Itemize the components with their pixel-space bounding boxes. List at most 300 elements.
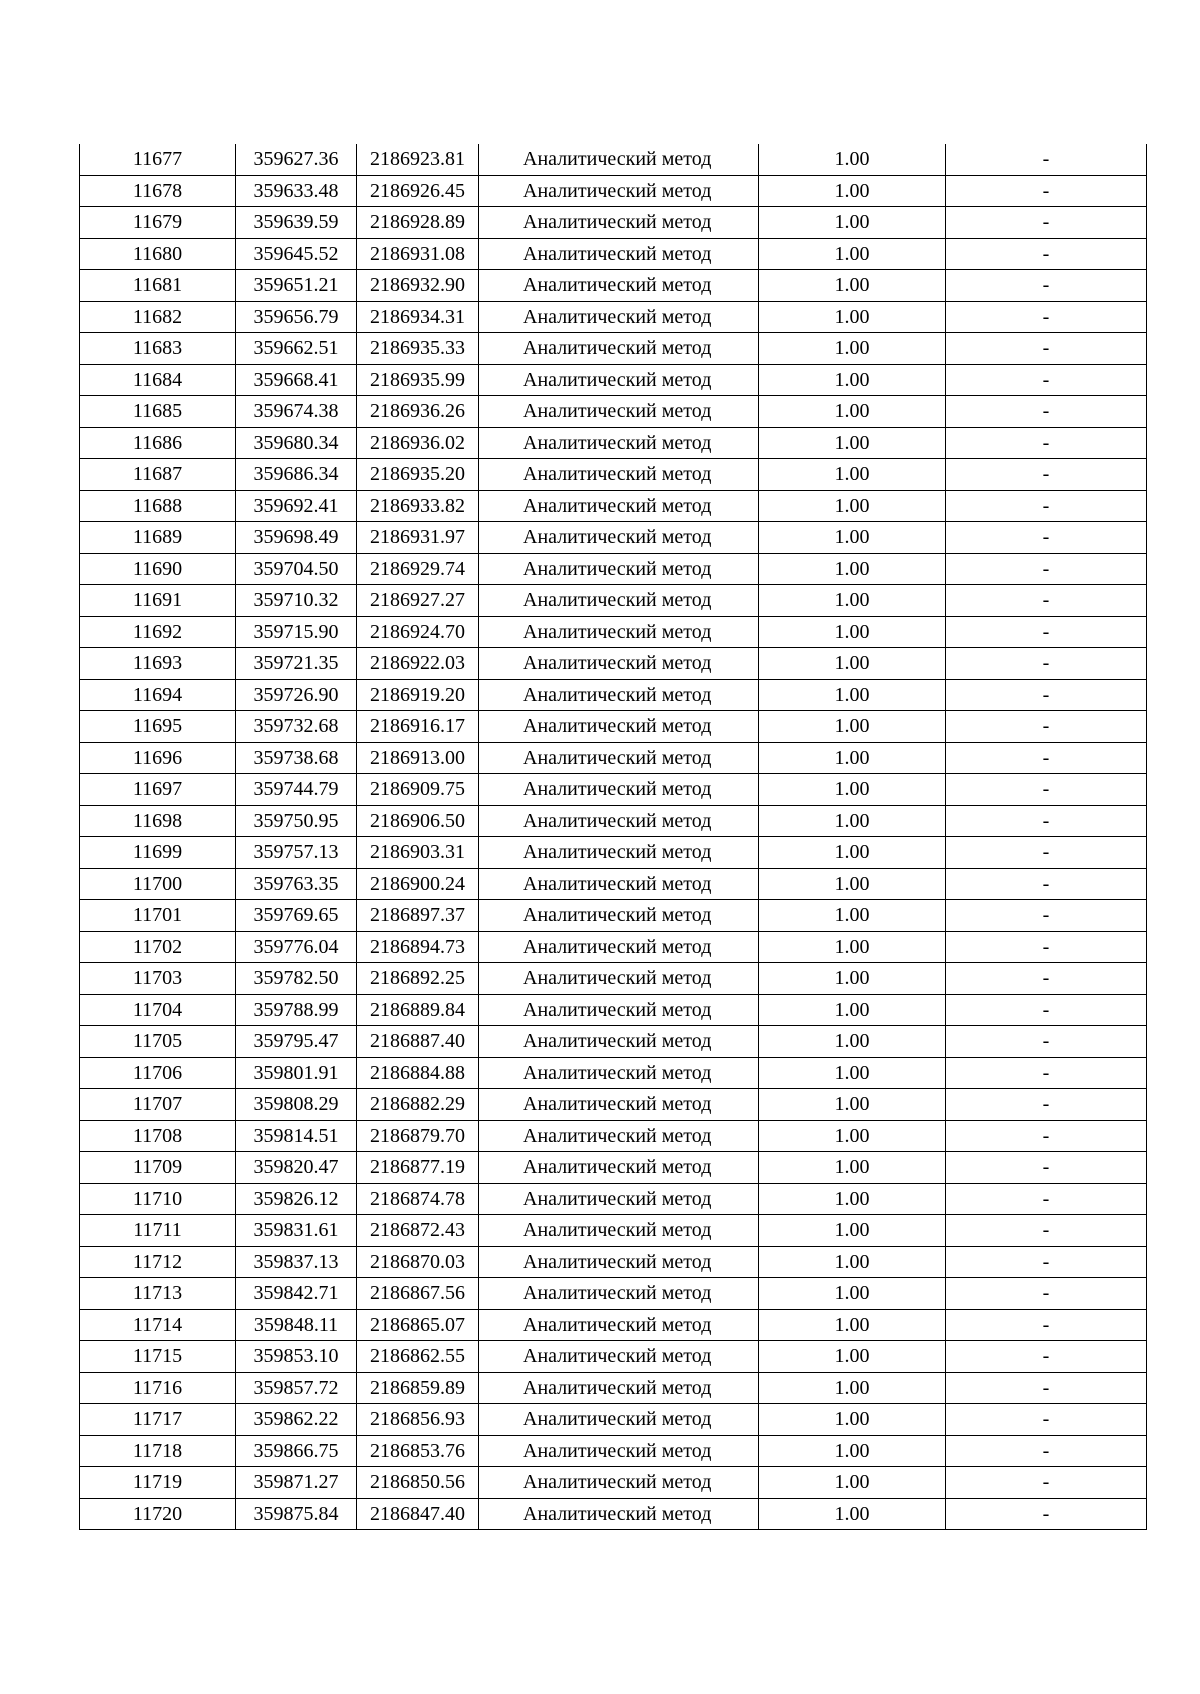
method-cell: Аналитический метод [479, 459, 759, 491]
description-cell: - [946, 1089, 1147, 1121]
x-coordinate-cell: 359627.36 [236, 144, 357, 175]
y-coordinate-cell: 2186879.70 [357, 1120, 479, 1152]
accuracy-cell: 1.00 [759, 774, 946, 806]
y-coordinate-cell: 2186929.74 [357, 553, 479, 585]
method-cell: Аналитический метод [479, 301, 759, 333]
method-cell: Аналитический метод [479, 1152, 759, 1184]
method-cell: Аналитический метод [479, 396, 759, 428]
method-cell: Аналитический метод [479, 207, 759, 239]
description-cell: - [946, 175, 1147, 207]
x-coordinate-cell: 359668.41 [236, 364, 357, 396]
method-cell: Аналитический метод [479, 1183, 759, 1215]
method-cell: Аналитический метод [479, 1372, 759, 1404]
point-number-cell: 11704 [80, 994, 236, 1026]
point-number-cell: 11715 [80, 1341, 236, 1373]
description-cell: - [946, 1026, 1147, 1058]
x-coordinate-cell: 359738.68 [236, 742, 357, 774]
method-cell: Аналитический метод [479, 616, 759, 648]
method-cell: Аналитический метод [479, 175, 759, 207]
table-row [80, 1278, 1147, 1310]
accuracy-cell: 1.00 [759, 427, 946, 459]
description-cell: - [946, 1278, 1147, 1310]
table-row [80, 1152, 1147, 1184]
method-cell: Аналитический метод [479, 1089, 759, 1121]
accuracy-cell: 1.00 [759, 1435, 946, 1467]
description-cell: - [946, 1183, 1147, 1215]
accuracy-cell: 1.00 [759, 1152, 946, 1184]
y-coordinate-cell: 2186865.07 [357, 1309, 479, 1341]
y-coordinate-cell: 2186856.93 [357, 1404, 479, 1436]
y-coordinate-cell: 2186932.90 [357, 270, 479, 302]
description-cell: - [946, 805, 1147, 837]
x-coordinate-cell: 359645.52 [236, 238, 357, 270]
x-coordinate-cell: 359866.75 [236, 1435, 357, 1467]
point-number-cell: 11718 [80, 1435, 236, 1467]
description-cell: - [946, 742, 1147, 774]
method-cell: Аналитический метод [479, 742, 759, 774]
description-cell: - [946, 1057, 1147, 1089]
x-coordinate-cell: 359704.50 [236, 553, 357, 585]
point-number-cell: 11698 [80, 805, 236, 837]
table-row [80, 616, 1147, 648]
method-cell: Аналитический метод [479, 270, 759, 302]
accuracy-cell: 1.00 [759, 868, 946, 900]
method-cell: Аналитический метод [479, 1057, 759, 1089]
y-coordinate-cell: 2186867.56 [357, 1278, 479, 1310]
description-cell: - [946, 490, 1147, 522]
accuracy-cell: 1.00 [759, 144, 946, 175]
accuracy-cell: 1.00 [759, 742, 946, 774]
x-coordinate-cell: 359744.79 [236, 774, 357, 806]
y-coordinate-cell: 2186900.24 [357, 868, 479, 900]
accuracy-cell: 1.00 [759, 270, 946, 302]
y-coordinate-cell: 2186919.20 [357, 679, 479, 711]
point-number-cell: 11700 [80, 868, 236, 900]
method-cell: Аналитический метод [479, 1404, 759, 1436]
accuracy-cell: 1.00 [759, 805, 946, 837]
y-coordinate-cell: 2186909.75 [357, 774, 479, 806]
point-number-cell: 11681 [80, 270, 236, 302]
description-cell: - [946, 1215, 1147, 1247]
description-cell: - [946, 396, 1147, 428]
point-number-cell: 11692 [80, 616, 236, 648]
y-coordinate-cell: 2186935.33 [357, 333, 479, 365]
description-cell: - [946, 522, 1147, 554]
description-cell: - [946, 931, 1147, 963]
x-coordinate-cell: 359862.22 [236, 1404, 357, 1436]
point-number-cell: 11693 [80, 648, 236, 680]
y-coordinate-cell: 2186882.29 [357, 1089, 479, 1121]
accuracy-cell: 1.00 [759, 648, 946, 680]
method-cell: Аналитический метод [479, 1246, 759, 1278]
method-cell: Аналитический метод [479, 1120, 759, 1152]
point-number-cell: 11708 [80, 1120, 236, 1152]
x-coordinate-cell: 359710.32 [236, 585, 357, 617]
table-row [80, 207, 1147, 239]
table-row [80, 1120, 1147, 1152]
description-cell: - [946, 1341, 1147, 1373]
y-coordinate-cell: 2186922.03 [357, 648, 479, 680]
description-cell: - [946, 1246, 1147, 1278]
table-row [80, 490, 1147, 522]
y-coordinate-cell: 2186927.27 [357, 585, 479, 617]
table-row [80, 553, 1147, 585]
x-coordinate-cell: 359837.13 [236, 1246, 357, 1278]
point-number-cell: 11690 [80, 553, 236, 585]
description-cell: - [946, 301, 1147, 333]
y-coordinate-cell: 2186933.82 [357, 490, 479, 522]
table-row [80, 585, 1147, 617]
point-number-cell: 11702 [80, 931, 236, 963]
accuracy-cell: 1.00 [759, 963, 946, 995]
accuracy-cell: 1.00 [759, 1498, 946, 1530]
table-row [80, 711, 1147, 743]
accuracy-cell: 1.00 [759, 1341, 946, 1373]
point-number-cell: 11705 [80, 1026, 236, 1058]
x-coordinate-cell: 359776.04 [236, 931, 357, 963]
table-row [80, 1341, 1147, 1373]
description-cell: - [946, 459, 1147, 491]
x-coordinate-cell: 359820.47 [236, 1152, 357, 1184]
x-coordinate-cell: 359750.95 [236, 805, 357, 837]
point-number-cell: 11699 [80, 837, 236, 869]
point-number-cell: 11687 [80, 459, 236, 491]
table-row [80, 364, 1147, 396]
point-number-cell: 11691 [80, 585, 236, 617]
description-cell: - [946, 238, 1147, 270]
x-coordinate-cell: 359662.51 [236, 333, 357, 365]
point-number-cell: 11697 [80, 774, 236, 806]
description-cell: - [946, 774, 1147, 806]
y-coordinate-cell: 2186935.20 [357, 459, 479, 491]
method-cell: Аналитический метод [479, 679, 759, 711]
y-coordinate-cell: 2186870.03 [357, 1246, 479, 1278]
x-coordinate-cell: 359721.35 [236, 648, 357, 680]
table-row [80, 270, 1147, 302]
description-cell: - [946, 1498, 1147, 1530]
table-row [80, 1435, 1147, 1467]
x-coordinate-cell: 359782.50 [236, 963, 357, 995]
y-coordinate-cell: 2186934.31 [357, 301, 479, 333]
x-coordinate-cell: 359633.48 [236, 175, 357, 207]
y-coordinate-cell: 2186906.50 [357, 805, 479, 837]
method-cell: Аналитический метод [479, 711, 759, 743]
table-row [80, 1089, 1147, 1121]
x-coordinate-cell: 359686.34 [236, 459, 357, 491]
description-cell: - [946, 207, 1147, 239]
accuracy-cell: 1.00 [759, 1246, 946, 1278]
description-cell: - [946, 1152, 1147, 1184]
accuracy-cell: 1.00 [759, 711, 946, 743]
method-cell: Аналитический метод [479, 805, 759, 837]
method-cell: Аналитический метод [479, 364, 759, 396]
point-number-cell: 11706 [80, 1057, 236, 1089]
point-number-cell: 11710 [80, 1183, 236, 1215]
method-cell: Аналитический метод [479, 963, 759, 995]
description-cell: - [946, 679, 1147, 711]
y-coordinate-cell: 2186913.00 [357, 742, 479, 774]
y-coordinate-cell: 2186936.26 [357, 396, 479, 428]
x-coordinate-cell: 359715.90 [236, 616, 357, 648]
table-row [80, 1467, 1147, 1499]
point-number-cell: 11696 [80, 742, 236, 774]
table-row [80, 963, 1147, 995]
accuracy-cell: 1.00 [759, 1026, 946, 1058]
description-cell: - [946, 900, 1147, 932]
method-cell: Аналитический метод [479, 490, 759, 522]
x-coordinate-cell: 359795.47 [236, 1026, 357, 1058]
table-row [80, 1404, 1147, 1436]
y-coordinate-cell: 2186936.02 [357, 427, 479, 459]
table-row [80, 144, 1147, 175]
description-cell: - [946, 868, 1147, 900]
accuracy-cell: 1.00 [759, 175, 946, 207]
table-row [80, 742, 1147, 774]
point-number-cell: 11703 [80, 963, 236, 995]
method-cell: Аналитический метод [479, 994, 759, 1026]
method-cell: Аналитический метод [479, 648, 759, 680]
point-number-cell: 11711 [80, 1215, 236, 1247]
point-number-cell: 11679 [80, 207, 236, 239]
point-number-cell: 11683 [80, 333, 236, 365]
accuracy-cell: 1.00 [759, 1120, 946, 1152]
point-number-cell: 11717 [80, 1404, 236, 1436]
accuracy-cell: 1.00 [759, 837, 946, 869]
y-coordinate-cell: 2186928.89 [357, 207, 479, 239]
x-coordinate-cell: 359842.71 [236, 1278, 357, 1310]
table-row [80, 994, 1147, 1026]
point-number-cell: 11712 [80, 1246, 236, 1278]
method-cell: Аналитический метод [479, 868, 759, 900]
x-coordinate-cell: 359656.79 [236, 301, 357, 333]
description-cell: - [946, 994, 1147, 1026]
method-cell: Аналитический метод [479, 1215, 759, 1247]
method-cell: Аналитический метод [479, 553, 759, 585]
y-coordinate-cell: 2186903.31 [357, 837, 479, 869]
description-cell: - [946, 1309, 1147, 1341]
x-coordinate-cell: 359763.35 [236, 868, 357, 900]
table-row [80, 301, 1147, 333]
point-number-cell: 11701 [80, 900, 236, 932]
x-coordinate-cell: 359831.61 [236, 1215, 357, 1247]
point-number-cell: 11686 [80, 427, 236, 459]
description-cell: - [946, 1467, 1147, 1499]
description-cell: - [946, 711, 1147, 743]
table-row [80, 837, 1147, 869]
description-cell: - [946, 1435, 1147, 1467]
x-coordinate-cell: 359875.84 [236, 1498, 357, 1530]
accuracy-cell: 1.00 [759, 396, 946, 428]
y-coordinate-cell: 2186884.88 [357, 1057, 479, 1089]
table-row [80, 648, 1147, 680]
accuracy-cell: 1.00 [759, 616, 946, 648]
table-row [80, 333, 1147, 365]
x-coordinate-cell: 359769.65 [236, 900, 357, 932]
x-coordinate-cell: 359857.72 [236, 1372, 357, 1404]
description-cell: - [946, 1404, 1147, 1436]
method-cell: Аналитический метод [479, 585, 759, 617]
x-coordinate-cell: 359788.99 [236, 994, 357, 1026]
accuracy-cell: 1.00 [759, 207, 946, 239]
y-coordinate-cell: 2186872.43 [357, 1215, 479, 1247]
table-row [80, 1057, 1147, 1089]
point-number-cell: 11685 [80, 396, 236, 428]
accuracy-cell: 1.00 [759, 1309, 946, 1341]
x-coordinate-cell: 359639.59 [236, 207, 357, 239]
accuracy-cell: 1.00 [759, 994, 946, 1026]
y-coordinate-cell: 2186887.40 [357, 1026, 479, 1058]
x-coordinate-cell: 359692.41 [236, 490, 357, 522]
x-coordinate-cell: 359680.34 [236, 427, 357, 459]
method-cell: Аналитический метод [479, 238, 759, 270]
y-coordinate-cell: 2186897.37 [357, 900, 479, 932]
y-coordinate-cell: 2186924.70 [357, 616, 479, 648]
method-cell: Аналитический метод [479, 1435, 759, 1467]
description-cell: - [946, 648, 1147, 680]
y-coordinate-cell: 2186853.76 [357, 1435, 479, 1467]
x-coordinate-cell: 359732.68 [236, 711, 357, 743]
description-cell: - [946, 333, 1147, 365]
y-coordinate-cell: 2186874.78 [357, 1183, 479, 1215]
accuracy-cell: 1.00 [759, 301, 946, 333]
method-cell: Аналитический метод [479, 1026, 759, 1058]
table-row [80, 1246, 1147, 1278]
method-cell: Аналитический метод [479, 900, 759, 932]
x-coordinate-cell: 359814.51 [236, 1120, 357, 1152]
table-row [80, 1498, 1147, 1530]
method-cell: Аналитический метод [479, 144, 759, 175]
table-row [80, 1183, 1147, 1215]
point-number-cell: 11713 [80, 1278, 236, 1310]
x-coordinate-cell: 359651.21 [236, 270, 357, 302]
x-coordinate-cell: 359853.10 [236, 1341, 357, 1373]
point-number-cell: 11719 [80, 1467, 236, 1499]
point-number-cell: 11688 [80, 490, 236, 522]
method-cell: Аналитический метод [479, 774, 759, 806]
point-number-cell: 11678 [80, 175, 236, 207]
point-number-cell: 11680 [80, 238, 236, 270]
method-cell: Аналитический метод [479, 1467, 759, 1499]
method-cell: Аналитический метод [479, 522, 759, 554]
accuracy-cell: 1.00 [759, 1089, 946, 1121]
accuracy-cell: 1.00 [759, 1404, 946, 1436]
method-cell: Аналитический метод [479, 1278, 759, 1310]
y-coordinate-cell: 2186931.08 [357, 238, 479, 270]
description-cell: - [946, 837, 1147, 869]
description-cell: - [946, 364, 1147, 396]
description-cell: - [946, 1120, 1147, 1152]
table-row [80, 774, 1147, 806]
method-cell: Аналитический метод [479, 1309, 759, 1341]
table-row [80, 931, 1147, 963]
accuracy-cell: 1.00 [759, 1372, 946, 1404]
method-cell: Аналитический метод [479, 837, 759, 869]
x-coordinate-cell: 359808.29 [236, 1089, 357, 1121]
y-coordinate-cell: 2186862.55 [357, 1341, 479, 1373]
table-row [80, 396, 1147, 428]
x-coordinate-cell: 359801.91 [236, 1057, 357, 1089]
accuracy-cell: 1.00 [759, 585, 946, 617]
accuracy-cell: 1.00 [759, 1183, 946, 1215]
table-row [80, 1372, 1147, 1404]
y-coordinate-cell: 2186935.99 [357, 364, 479, 396]
point-number-cell: 11694 [80, 679, 236, 711]
table-row [80, 238, 1147, 270]
description-cell: - [946, 1372, 1147, 1404]
point-number-cell: 11707 [80, 1089, 236, 1121]
point-number-cell: 11689 [80, 522, 236, 554]
table-row [80, 900, 1147, 932]
point-number-cell: 11677 [80, 144, 236, 175]
accuracy-cell: 1.00 [759, 490, 946, 522]
y-coordinate-cell: 2186847.40 [357, 1498, 479, 1530]
table-row [80, 175, 1147, 207]
y-coordinate-cell: 2186916.17 [357, 711, 479, 743]
accuracy-cell: 1.00 [759, 522, 946, 554]
y-coordinate-cell: 2186894.73 [357, 931, 479, 963]
table-row [80, 805, 1147, 837]
method-cell: Аналитический метод [479, 1341, 759, 1373]
y-coordinate-cell: 2186850.56 [357, 1467, 479, 1499]
description-cell: - [946, 616, 1147, 648]
point-number-cell: 11682 [80, 301, 236, 333]
y-coordinate-cell: 2186877.19 [357, 1152, 479, 1184]
y-coordinate-cell: 2186859.89 [357, 1372, 479, 1404]
table-row [80, 459, 1147, 491]
x-coordinate-cell: 359698.49 [236, 522, 357, 554]
accuracy-cell: 1.00 [759, 1057, 946, 1089]
description-cell: - [946, 427, 1147, 459]
accuracy-cell: 1.00 [759, 1467, 946, 1499]
accuracy-cell: 1.00 [759, 900, 946, 932]
accuracy-cell: 1.00 [759, 679, 946, 711]
table-row [80, 679, 1147, 711]
method-cell: Аналитический метод [479, 333, 759, 365]
accuracy-cell: 1.00 [759, 238, 946, 270]
coordinates-table [79, 144, 1147, 1530]
coordinates-table-body [80, 144, 1147, 1530]
y-coordinate-cell: 2186889.84 [357, 994, 479, 1026]
accuracy-cell: 1.00 [759, 333, 946, 365]
method-cell: Аналитический метод [479, 931, 759, 963]
point-number-cell: 11709 [80, 1152, 236, 1184]
y-coordinate-cell: 2186931.97 [357, 522, 479, 554]
y-coordinate-cell: 2186926.45 [357, 175, 479, 207]
y-coordinate-cell: 2186892.25 [357, 963, 479, 995]
description-cell: - [946, 585, 1147, 617]
point-number-cell: 11695 [80, 711, 236, 743]
table-row [80, 522, 1147, 554]
x-coordinate-cell: 359674.38 [236, 396, 357, 428]
x-coordinate-cell: 359726.90 [236, 679, 357, 711]
accuracy-cell: 1.00 [759, 1278, 946, 1310]
point-number-cell: 11684 [80, 364, 236, 396]
table-row [80, 1026, 1147, 1058]
table-row [80, 427, 1147, 459]
accuracy-cell: 1.00 [759, 931, 946, 963]
point-number-cell: 11720 [80, 1498, 236, 1530]
x-coordinate-cell: 359757.13 [236, 837, 357, 869]
description-cell: - [946, 553, 1147, 585]
accuracy-cell: 1.00 [759, 364, 946, 396]
accuracy-cell: 1.00 [759, 1215, 946, 1247]
method-cell: Аналитический метод [479, 1498, 759, 1530]
table-row [80, 1215, 1147, 1247]
y-coordinate-cell: 2186923.81 [357, 144, 479, 175]
accuracy-cell: 1.00 [759, 553, 946, 585]
table-row [80, 1309, 1147, 1341]
method-cell: Аналитический метод [479, 427, 759, 459]
